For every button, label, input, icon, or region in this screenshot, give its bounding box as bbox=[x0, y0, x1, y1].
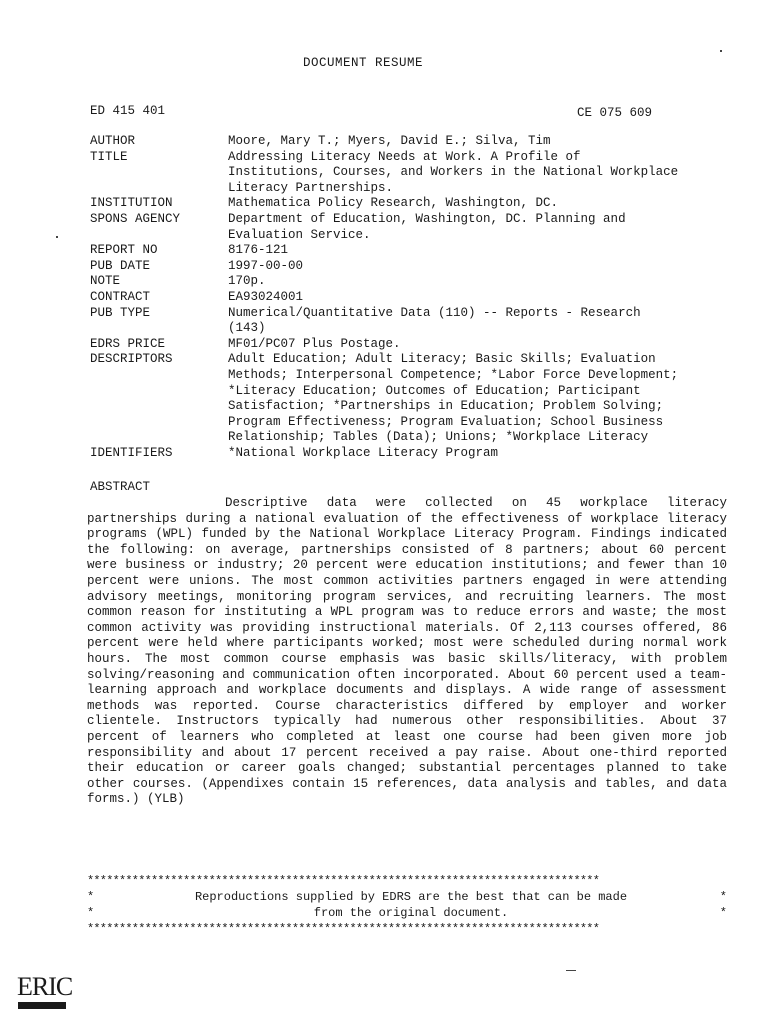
scan-speck bbox=[566, 970, 576, 971]
field-value: *National Workplace Literacy Program bbox=[228, 445, 499, 460]
scan-speck bbox=[56, 236, 58, 238]
field-value: Department of Education, Washington, DC. Planning and Evaluation Service. bbox=[228, 211, 626, 242]
field-label: EDRS PRICE bbox=[90, 336, 166, 351]
field-identifiers bbox=[90, 446, 730, 462]
notice-text-1: Reproductions supplied by EDRS are the best that can be made bbox=[194, 889, 628, 904]
star-left: * bbox=[87, 889, 95, 904]
reproduction-notice-box bbox=[87, 874, 735, 937]
field-title bbox=[90, 150, 730, 197]
star-border-bottom: ******************************************************************************** bbox=[87, 921, 600, 936]
notice-line-1 bbox=[87, 890, 735, 906]
field-value: Adult Education; Adult Literacy; Basic Skills; Evaluation Methods; Interpersonal Competence; *Labor Force Development; *Literacy Education; Outcomes of Education; Participant Satisfaction; *Partnerships in Education; Problem Solving; Program Effectiveness; Program Evaluation; School Business Relationship; Tables (Data); Unions; *Workplace Literacy bbox=[228, 352, 679, 445]
field-label: NOTE bbox=[90, 274, 121, 289]
eric-logo-caption-bar bbox=[18, 1002, 66, 1009]
ed-number: ED 415 401 bbox=[90, 104, 166, 118]
field-label: SPONS AGENCY bbox=[90, 211, 181, 226]
field-value: Addressing Literacy Needs at Work. A Profile of Institutions, Courses, and Workers in the National Workplace Literacy Partnerships. bbox=[228, 149, 679, 195]
field-value: MF01/PC07 Plus Postage. bbox=[228, 336, 401, 351]
field-spons-agency bbox=[90, 212, 730, 243]
field-value: 8176-121 bbox=[228, 243, 289, 258]
abstract-text: Descriptive data were collected on 45 workplace literacy partnerships during a national evaluation of the effectiveness of workplace literacy programs (WPL) funded by the National Workplace Literacy Program. Findings indicated the following: on average, partnerships consisted of 8 partners; about 60 percent were business or industry; 20 percent were education institutions; and fewer than 10 percent were unions. The most common activities partners engaged in were attending advisory meetings, monitoring program services, and recruiting learners. The most common reason for instituting a WPL program was to reduce errors and waste; the most common activity was providing instructional materials. Of 2,113 courses offered, 86 percent were held where participants worked; most were scheduled during normal work hours. The most common course emphasis was basic skills/literacy, with problem solving/reasoning and communication often incorporated. About 60 percent used a team-learning approach and workplace documents and displays. A wide range of assessment methods was reported. Course characteristics differed by employer and worker clientele. Instructors typically had numerous other responsibilities. About 37 percent of learners who completed at least one course had been given more job responsibility and about 17 percent received a pay raise. About one-third reported their education or career goals changed; substantial percentages planned to take other courses. (Appendixes contain 15 references, data analysis and tables, and data forms.) (YLB) bbox=[87, 496, 727, 807]
field-label: PUB TYPE bbox=[90, 305, 151, 320]
field-pub-type bbox=[90, 306, 730, 337]
notice-text-2: from the original document. bbox=[313, 905, 509, 920]
document-title: DOCUMENT RESUME bbox=[302, 56, 424, 70]
star-left: * bbox=[87, 905, 95, 920]
field-value: 1997-00-00 bbox=[228, 258, 304, 273]
eric-logo-text: ERIC bbox=[17, 972, 73, 1001]
field-value: EA93024001 bbox=[228, 289, 304, 304]
field-value: Moore, Mary T.; Myers, David E.; Silva, Tim bbox=[228, 134, 551, 148]
field-label: DESCRIPTORS bbox=[90, 352, 173, 367]
field-descriptors bbox=[90, 352, 730, 446]
field-value: Numerical/Quantitative Data (110) -- Reports - Research (143) bbox=[228, 305, 641, 336]
field-edrs-price bbox=[90, 337, 730, 353]
field-label: TITLE bbox=[90, 149, 128, 164]
star-border-top: ******************************************************************************** bbox=[87, 874, 600, 888]
ce-number: CE 075 609 bbox=[577, 106, 653, 120]
field-contract bbox=[90, 290, 730, 306]
field-pub-date bbox=[90, 259, 730, 275]
field-label: PUB DATE bbox=[90, 258, 151, 273]
field-institution bbox=[90, 196, 730, 212]
star-right: * bbox=[719, 889, 727, 904]
field-label: IDENTIFIERS bbox=[90, 445, 173, 460]
bibliographic-fields bbox=[90, 134, 730, 461]
field-value: 170p. bbox=[228, 274, 266, 289]
field-label: INSTITUTION bbox=[90, 196, 173, 211]
field-report-no bbox=[90, 243, 730, 259]
field-label: CONTRACT bbox=[90, 289, 151, 304]
star-right: * bbox=[719, 905, 727, 920]
eric-logo bbox=[16, 972, 72, 1012]
field-label: REPORT NO bbox=[90, 243, 158, 258]
field-author bbox=[90, 134, 730, 150]
field-note bbox=[90, 274, 730, 290]
field-label: AUTHOR bbox=[90, 134, 136, 148]
notice-line-2 bbox=[87, 906, 735, 922]
scan-speck bbox=[720, 50, 722, 52]
abstract-heading: ABSTRACT bbox=[90, 480, 151, 494]
field-value: Mathematica Policy Research, Washington, DC. bbox=[228, 196, 559, 211]
